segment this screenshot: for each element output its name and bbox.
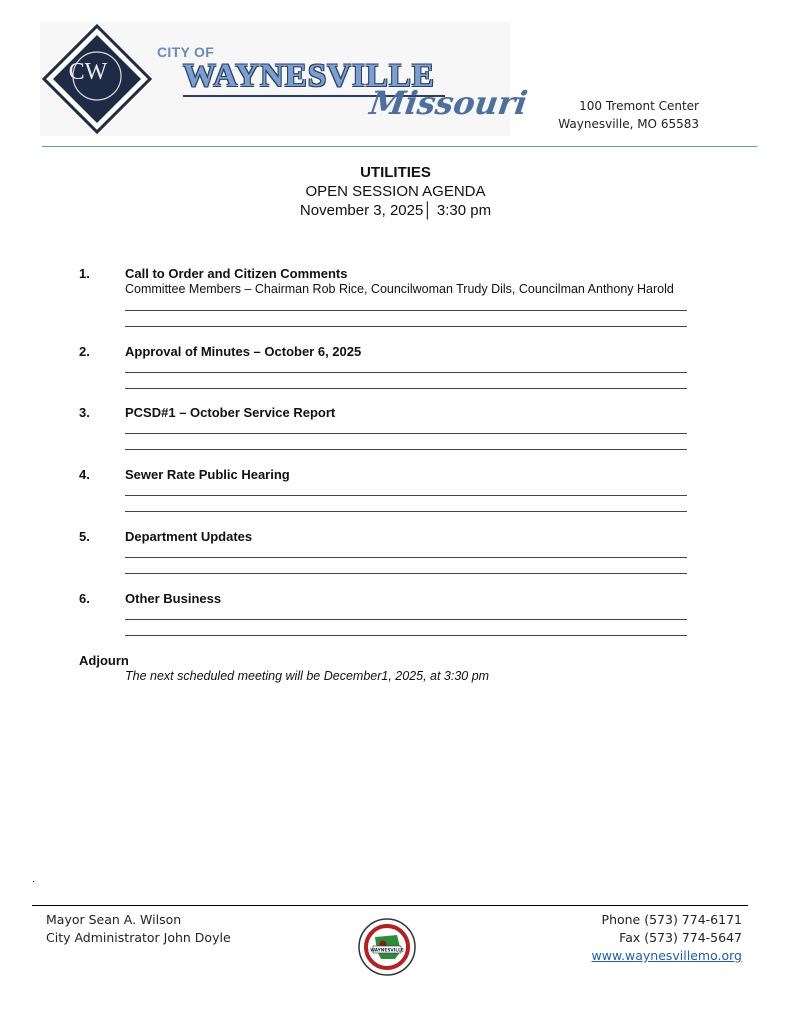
note-line: [125, 635, 687, 636]
city-administrator-name: City Administrator John Doyle: [46, 930, 231, 945]
stray-mark: .: [32, 874, 35, 885]
note-line: [125, 372, 687, 373]
footer-divider: [32, 905, 748, 906]
agenda-date-time: November 3, 2025│ 3:30 pm: [299, 202, 492, 219]
phone-number: Phone (573) 774-6171: [601, 912, 742, 927]
note-line: [125, 511, 687, 512]
website-link[interactable]: www.waynesvillemo.org: [591, 948, 742, 963]
agenda-item-title: Other Business: [125, 591, 222, 606]
agenda-item-number: 5.: [79, 529, 90, 544]
note-line: [125, 495, 687, 496]
city-of-label: CITY OF: [157, 44, 215, 60]
city-seal-icon: [357, 917, 417, 977]
adjourn-heading: Adjourn: [79, 653, 129, 668]
agenda-session-title: OPEN SESSION AGENDA: [305, 183, 486, 200]
agenda-item-title: Call to Order and Citizen Comments: [125, 266, 348, 281]
header-divider: [42, 146, 757, 147]
address-line-2: Waynesville, MO 65583: [558, 117, 699, 131]
note-line: [125, 557, 687, 558]
note-line: [125, 573, 687, 574]
agenda-item-title: Sewer Rate Public Hearing: [125, 467, 290, 482]
agenda-item-title: Approval of Minutes – October 6, 2025: [125, 344, 362, 359]
agenda-item-number: 3.: [79, 405, 90, 420]
agenda-item-number: 1.: [79, 266, 90, 281]
note-line: [125, 449, 687, 450]
next-meeting-note: The next scheduled meeting will be December1, 2025, at 3:30 pm: [125, 669, 490, 683]
logo-monogram-text: CW: [68, 59, 108, 85]
agenda-item-number: 6.: [79, 591, 90, 606]
note-line: [125, 619, 687, 620]
city-name-wordmark: WAYNESVILLE: [183, 58, 435, 94]
note-line: [125, 326, 687, 327]
agenda-item-number: 2.: [79, 344, 90, 359]
note-line: [125, 433, 687, 434]
note-line: [125, 388, 687, 389]
agenda-item-title: Department Updates: [125, 529, 253, 544]
city-monogram-logo: [42, 24, 152, 134]
agenda-department-title: UTILITIES: [360, 164, 431, 181]
agenda-item-title: PCSD#1 – October Service Report: [125, 405, 336, 420]
committee-members: Committee Members – Chairman Rob Rice, Councilwoman Trudy Dils, Councilman Anthony Harold: [125, 282, 674, 296]
mayor-name: Mayor Sean A. Wilson: [46, 912, 182, 927]
state-script-wordmark: Missouri: [367, 84, 530, 122]
agenda-item-number: 4.: [79, 467, 90, 482]
note-line: [125, 310, 687, 311]
seal-text: WAYNESVILLE: [370, 948, 404, 954]
fax-number: Fax (573) 774-5647: [619, 930, 742, 945]
address-line-1: 100 Tremont Center: [579, 99, 699, 113]
